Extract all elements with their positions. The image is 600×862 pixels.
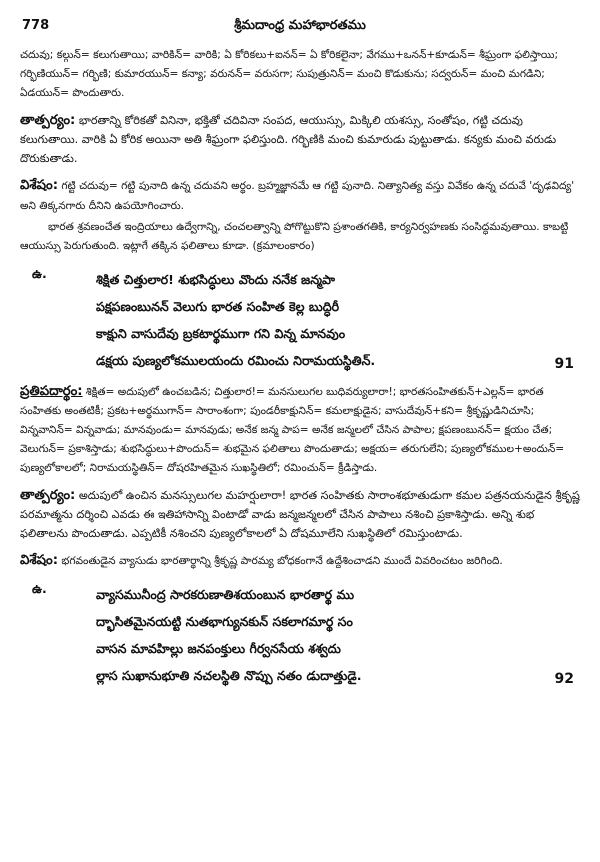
running-title: శ్రీమదాంధ్ర మహాభారతము	[234, 18, 366, 33]
verse-92-line: వాసన మావహిల్లు జనపంక్తులు గీర్వనసేయ శశ్వదు	[96, 641, 341, 656]
verse-92-line: వ్యాసమునీంద్ర సారకరుణాతిశయంబున భారతార్థ ము	[96, 587, 355, 602]
page-header	[20, 18, 580, 40]
verse-91-meter: ఉ.	[32, 266, 47, 281]
tatparyam-term: తాత్పర్యం:	[20, 113, 76, 128]
tatparyam-paragraph-1	[20, 111, 580, 168]
pratipadartham-term: ప్రతిపదార్థం:	[20, 384, 83, 399]
visesham-paragraph-1	[20, 176, 580, 216]
verse-92-line: ద్భాసితమైనయట్టి నుతభాగ్యునకున్ సకలాగమార్థ సం	[96, 614, 353, 629]
verse-91-number: 91	[554, 356, 574, 372]
pratipadartham-paragraph	[20, 382, 580, 478]
verse-91-line: శిక్షిత చిత్తులార! శుభసిద్ధులు వొందు ననేక జన్మపా	[96, 272, 336, 287]
verse-91-line: కాక్షుని వాసుదేవు బ్రకటార్థముగా గని విన్న మానవుం	[96, 326, 346, 341]
visesham-term-2: విశేషం:	[20, 553, 58, 568]
verse-91	[20, 266, 580, 374]
tatparyam-text: భారతాన్ని కోరికతో వినినా, భక్తితో చదివినా సంపద, ఆయుస్సు, మిక్కిలి యశస్సు, సంతోషం, గట్టి చదువు కలుగుతాయి. వారికి ఏ కోరిక అయినా అతి శీఘ్రంగా ఫలిస్తుంది. గర్భిణికి మంచి కుమారుడు పుట్టుతాడు. కన్యకు మంచి వరుడు దొరుకుతాడు.	[20, 114, 557, 165]
visesham-paragraph-2	[20, 551, 580, 571]
gloss-continuation-text: చదువు; కల్గున్= కలుగుతాయి; వారికిన్= వారికి; ఏ కోరికలు+ఐనన్= ఏ కోరికలైనా; వేగము+ఒనన్+కూడున్= శీఘ్రంగా ఫలిస్తాయి; గర్భిణియున్= గర్భిణి; కుమారయున్= కన్యా; వరునన్= వరుసగా; సుపుత్రునిన్= మంచి కొడుకును; సద్వరున్= మంచి మగడిని; ఏడయున్= పొందుతారు.	[20, 49, 559, 99]
verse-91-line: పక్షపణంబునన్ వెలుగు భారత సంహిత కెల్ల బుద్ధిరీ	[96, 299, 340, 314]
tatparyam-term-2: తాత్పర్యం:	[20, 488, 76, 503]
verse-92	[20, 581, 580, 689]
visesham-term: విశేషం:	[20, 178, 58, 193]
verse-92-number: 92	[554, 671, 574, 687]
verse-91-line: డక్షయ పుణ్యలోకములయందు రమించు నిరామయస్థితిన్.	[96, 353, 376, 368]
visesham-text-2: భారత శ్రవణంచేత ఇంద్రియాలు ఉద్వేగాన్ని, చంచలత్వాన్ని పోగొట్టుకొని ప్రశాంతగతికి, కార్యనిర్వహణకు సంసిద్ధమవుతాయి. కాబట్టి ఆయుస్సు పెరుగుతుంది. ఇట్లాగే తక్కిన ఫలితాలు కూడా. (క్రమాలంకారం)	[20, 221, 569, 252]
page-number: 778	[22, 18, 50, 33]
visesham-text-2b: భగవంతుడైన వ్యాసుడు భారతార్థాన్ని శ్రీకృష్ణ పారమ్య బోధకంగానే ఉద్దేశించాడని ముందే వివరించటం జరిగింది.	[58, 555, 503, 567]
verse-92-line: ల్లాస సుఖానుభూతి నచలస్థితి నొప్పు నతం డుదాత్తుడై.	[96, 668, 362, 683]
tatparyam-text-2: అదుపులో ఉంచిన మనస్సులుగల మహర్షులారా! భారత సంహితకు సారాంశభూతుడుగా కమల పత్రనయనుడైన శ్రీకృష్ణ పరమాత్మను దర్శించి ఎవడు ఈ ఇతిహాసాన్ని వింటాడో వాడు జన్మజన్మలలో చేసిన పాపాలు నశించి ప్రకాశిస్తాడు. అన్ని శుభ ఫలితాలను పొందుతాడు. ఎప్పటికీ నశించని పుణ్యలోకాలలో ఏ దోషమూలేని సుఖస్థితిలో రమిస్తుంటాడు.	[20, 489, 580, 540]
visesham-text: గట్టి చదువు= గట్టి పునాది ఉన్న చదువని అర్థం. బ్రహ్మజ్ఞానమే ఆ గట్టి పునాది. నిత్యానిత్య వస్తు వివేకం ఉన్న చదువే 'దృఢవిద్య' అని తిక్కనగారు దీనిని ఉపయోగించారు.	[20, 180, 575, 212]
tatparyam-paragraph-2	[20, 486, 580, 543]
visesham-paragraph-1b	[20, 218, 580, 256]
pratipadartham-text: శిక్షిత= అదుపులో ఉంచబడిన; చిత్తులార!= మనసులుగల బుధివర్యులారా!; భారతసంహితకున్+ఎల్లన్= భారత సంహితకు అంతటికీ; ప్రకట+అర్థముగాన్= సారాంశంగా; పుండరీకాక్షునిన్= కమలాక్షుడైన; వాసుదేవున్+కని= శ్రీకృష్ణుడినిచూసి; విన్నవానిన్= విన్నవాడు; మానవుండు= మానవుడు; అనేక జన్మ పాప= అనేక జన్మలలో చేసిన పాపాల; క్షపణంబునన్= క్షయం చేత; వెలుగున్= ప్రకాశిస్తాడు; శుభసిద్ధులు+పొందున్= శుభమైన ఫలితాలు పొందుతాడు; అక్షయ= తరుగులేని; పుణ్యలోకముల+అందున్= పుణ్యలోకాలలో; నిరామయస్థితిన్= దోషరహితమైన సుఖస్థితిలో; రమించున్= క్రీడిస్తాడు.	[20, 386, 565, 474]
verse-92-meter: ఉ.	[32, 581, 47, 596]
gloss-continuation	[20, 46, 580, 103]
